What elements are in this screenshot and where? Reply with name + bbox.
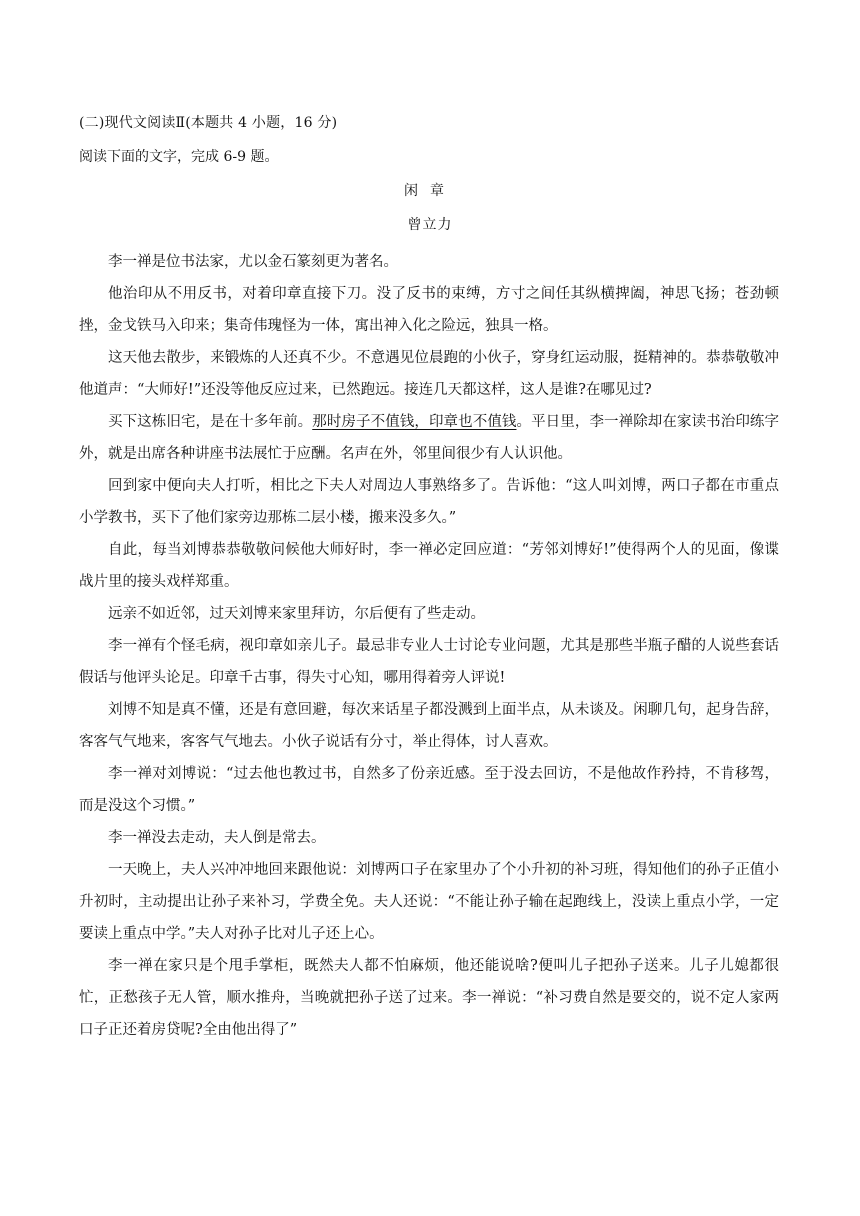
story-body xyxy=(79,246,779,1046)
reading-instruction: 阅读下面的文字，完成 6-9 题。 xyxy=(79,149,279,165)
paragraph: 李一禅没去走动，夫人倒是常去。 xyxy=(108,830,326,846)
paragraph-text: 买下这栋旧宅，是在十多年前。 xyxy=(108,414,313,430)
paragraph: 一天晚上，夫人兴冲冲地回来跟他说：刘博两口子在家里办了个小升初的补习班，得知他们的孙子正值小升初时，主动提出让孙子来补习，学费全免。夫人还说：“不能让孙子输在起跑线上，没读上重点小学，一定要读上重点中学。”夫人对孙子比对儿子还上心。 xyxy=(79,862,779,942)
underlined-sentence: 那时房子不值钱，印章也不值钱 xyxy=(312,414,517,430)
story-title: 闲章 xyxy=(404,183,456,199)
paragraph: 这天他去散步，来锻炼的人还真不少。不意遇见位晨跑的小伙子，穿身红运动服，挺精神的。恭恭敬敬冲他道声：“大师好!”还没等他反应过来，已然跑远。接连几天都这样，这人是谁?在哪见过? xyxy=(79,350,779,398)
paragraph: 刘博不知是真不懂，还是有意回避，每次来话星子都没溅到上面半点，从未谈及。闲聊几句，起身告辞，客客气气地来，客客气气地去。小伙子说话有分寸，举止得体，讨人喜欢。 xyxy=(79,702,779,750)
paragraph xyxy=(79,406,779,470)
paragraph: 回到家中便向夫人打听，相比之下夫人对周边人事熟络多了。告诉他：“这人叫刘博，两口子都在市重点小学教书，买下了他们家旁边那栋二层小楼，搬来没多久。” xyxy=(79,478,779,526)
section-heading: (二)现代文阅读Ⅱ(本题共 4 小题，16 分) xyxy=(79,115,338,131)
paragraph: 远亲不如近邻，过天刘博来家里拜访，尔后便有了些走动。 xyxy=(108,606,485,622)
paragraph: 李一禅是位书法家，尤以金石篆刻更为著名。 xyxy=(108,254,398,270)
paragraph: 李一禅有个怪毛病，视印章如亲儿子。最忌非专业人士讨论专业问题，尤其是那些半瓶子醋的人说些套话假话与他评头论足。印章千古事，得失寸心知，哪用得着旁人评说! xyxy=(79,638,779,686)
paragraph: 李一禅对刘博说：“过去他也教过书，自然多了份亲近感。至于没去回访，不是他故作矜持，不肯移驾，而是没这个习惯。” xyxy=(79,766,779,814)
paragraph: 他治印从不用反书，对着印章直接下刀。没了反书的束缚，方寸之间任其纵横捭阖，神思飞扬；苍劲顿挫，金戈铁马入印来；集奇伟瑰怪为一体，寓出神入化之险远，独具一格。 xyxy=(79,286,779,334)
paragraph: 自此，每当刘博恭恭敬敬问候他大师好时，李一禅必定回应道：“芳邻刘博好!”使得两个人的见面，像谍战片里的接头戏样郑重。 xyxy=(79,542,779,590)
story-author: 曾立力 xyxy=(407,217,453,233)
paragraph: 李一禅在家只是个甩手掌柜，既然夫人都不怕麻烦，他还能说啥?便叫儿子把孙子送来。儿子儿媳都很忙，正愁孩子无人管，顺水推舟，当晚就把孙子送了过来。李一禅说：“补习费自然是要交的，说不定人家两口子正还着房贷呢?全由他出得了” xyxy=(79,958,779,1038)
paragraph-text: 。平日里，李一禅除却在家读书治印练字外，就是出席各种讲座书法展忙于应酬。名声在外，邻里间很少有人认识他。 xyxy=(79,414,780,462)
